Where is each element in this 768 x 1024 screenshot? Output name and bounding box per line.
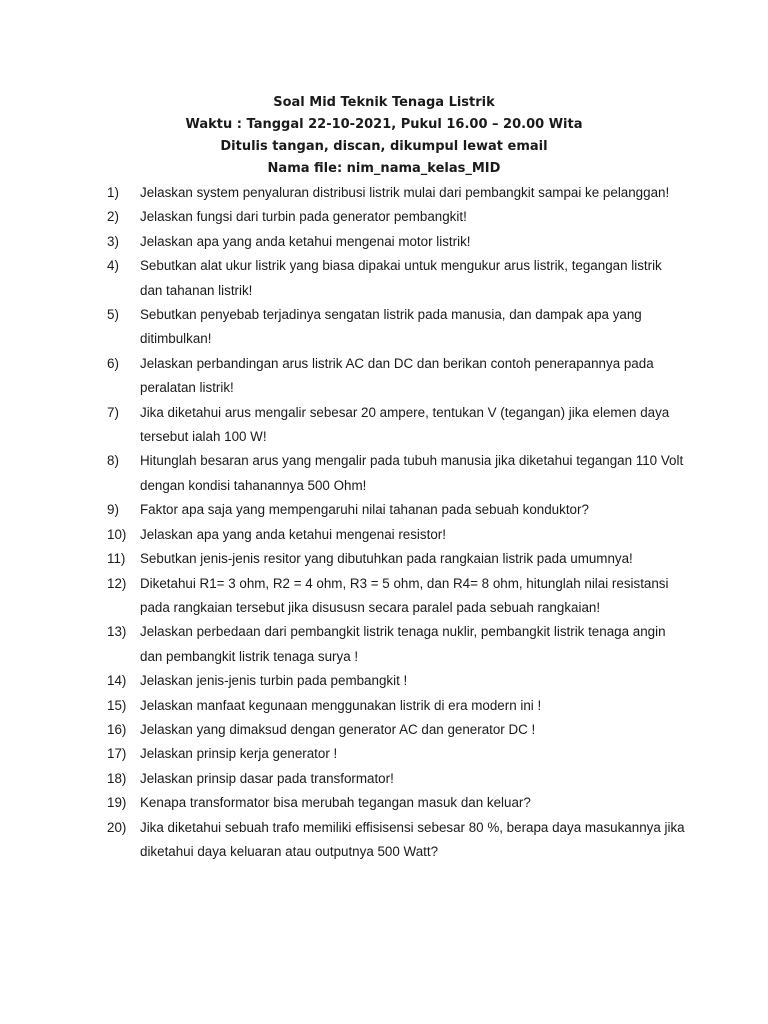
question-number: 14) bbox=[107, 673, 127, 689]
question-text: Sebutkan jenis-jenis resitor yang dibutuhkan pada rangkaian listrik pada umumnya! bbox=[140, 551, 633, 567]
question-text: Kenapa transformator bisa merubah tegangan masuk dan keluar? bbox=[140, 795, 531, 811]
question-number: 17) bbox=[107, 746, 127, 762]
exam-instructions: Ditulis tangan, discan, dikumpul lewat email bbox=[220, 139, 548, 154]
question-item bbox=[0, 572, 768, 621]
question-number: 15) bbox=[107, 697, 127, 713]
question-number: 12) bbox=[107, 575, 127, 591]
question-item bbox=[0, 816, 768, 865]
question-item bbox=[0, 620, 768, 669]
question-item bbox=[0, 523, 768, 547]
question-number: 10) bbox=[107, 526, 127, 542]
question-item bbox=[0, 181, 768, 205]
question-number: 3) bbox=[107, 233, 119, 249]
question-number: 6) bbox=[107, 355, 119, 371]
question-text: Hitunglah besaran arus yang mengalir pada tubuh manusia jika diketahui tegangan 110 Volt dengan kondisi tahanannya 500 Ohm! bbox=[140, 453, 684, 493]
question-item bbox=[0, 254, 768, 303]
question-item bbox=[0, 742, 768, 766]
question-item bbox=[0, 547, 768, 571]
question-number: 18) bbox=[107, 770, 127, 786]
question-item bbox=[0, 303, 768, 352]
question-number: 8) bbox=[107, 453, 119, 469]
question-item bbox=[0, 352, 768, 401]
question-text: Jelaskan perbandingan arus listrik AC dan DC dan berikan contoh penerapannya pada peralatan listrik! bbox=[140, 355, 654, 396]
question-number: 7) bbox=[107, 404, 119, 420]
question-number: 11) bbox=[107, 551, 126, 567]
question-text: Sebutkan alat ukur listrik yang biasa dipakai untuk mengukur arus listrik, tegangan listrik dan tahanan listrik! bbox=[140, 258, 662, 298]
question-text: Jelaskan manfaat kegunaan menggunakan listrik di era modern ini ! bbox=[140, 697, 542, 713]
question-item bbox=[0, 694, 768, 718]
question-text: Jelaskan yang dimaksud dengan generator AC dan generator DC ! bbox=[140, 721, 536, 737]
question-item bbox=[0, 669, 768, 693]
exam-filename: Nama file: nim_nama_kelas_MID bbox=[267, 161, 501, 176]
question-text: Jika diketahui arus mengalir sebesar 20 ampere, tentukan V (tegangan) jika elemen daya tersebut ialah 100 W! bbox=[140, 404, 670, 445]
question-text: Sebutkan penyebab terjadinya sengatan listrik pada manusia, dan dampak apa yang ditimbulkan! bbox=[140, 307, 642, 347]
question-text: Jika diketahui sebuah trafo memiliki effisisensi sebesar 80 %, berapa daya masukannya jika diketahui daya keluaran atau outputnya 500 Watt? bbox=[140, 819, 685, 859]
question-text: Jelaskan apa yang anda ketahui mengenai resistor! bbox=[140, 526, 446, 542]
question-text: Jelaskan prinsip dasar pada transformator! bbox=[140, 770, 394, 786]
question-list bbox=[0, 181, 768, 864]
question-text: Jelaskan system penyaluran distribusi listrik mulai dari pembangkit sampai ke pelanggan! bbox=[140, 185, 670, 200]
question-text: Jelaskan apa yang anda ketahui mengenai motor listrik! bbox=[140, 233, 471, 249]
exam-time: Waktu : Tanggal 22-10-2021, Pukul 16.00 – 20.00 Wita bbox=[185, 117, 583, 132]
question-number: 13) bbox=[107, 624, 127, 640]
question-text: Jelaskan perbedaan dari pembangkit listrik tenaga nuklir, pembangkit listrik tenaga angin dan pembangkit listrik tenaga surya ! bbox=[140, 624, 666, 664]
question-number: 16) bbox=[107, 721, 127, 737]
question-text: Jelaskan fungsi dari turbin pada generator pembangkit! bbox=[140, 209, 467, 225]
document-header bbox=[0, 92, 768, 180]
question-text: Jelaskan prinsip kerja generator ! bbox=[140, 746, 338, 762]
question-number: 2) bbox=[107, 209, 119, 225]
question-text: Diketahui R1= 3 ohm, R2 = 4 ohm, R3 = 5 ohm, dan R4= 8 ohm, hitunglah nilai resistansi pada rangkaian tersebut jika disususn secara paralel pada sebuah rangkaian! bbox=[140, 575, 669, 615]
question-item bbox=[0, 449, 768, 498]
question-item bbox=[0, 498, 768, 522]
question-number: 4) bbox=[107, 258, 119, 274]
question-text: Jelaskan jenis-jenis turbin pada pembangkit ! bbox=[140, 673, 408, 689]
question-number: 19) bbox=[107, 795, 127, 811]
question-item bbox=[0, 230, 768, 254]
question-item bbox=[0, 205, 768, 229]
question-number: 5) bbox=[107, 307, 119, 323]
question-number: 9) bbox=[107, 502, 119, 518]
question-item bbox=[0, 791, 768, 815]
question-item bbox=[0, 718, 768, 742]
question-item bbox=[0, 767, 768, 791]
question-item bbox=[0, 401, 768, 450]
question-number: 20) bbox=[107, 819, 127, 835]
question-number: 1) bbox=[107, 185, 119, 200]
exam-title: Soal Mid Teknik Tenaga Listrik bbox=[273, 95, 495, 110]
question-text: Faktor apa saja yang mempengaruhi nilai tahanan pada sebuah konduktor? bbox=[140, 502, 589, 518]
